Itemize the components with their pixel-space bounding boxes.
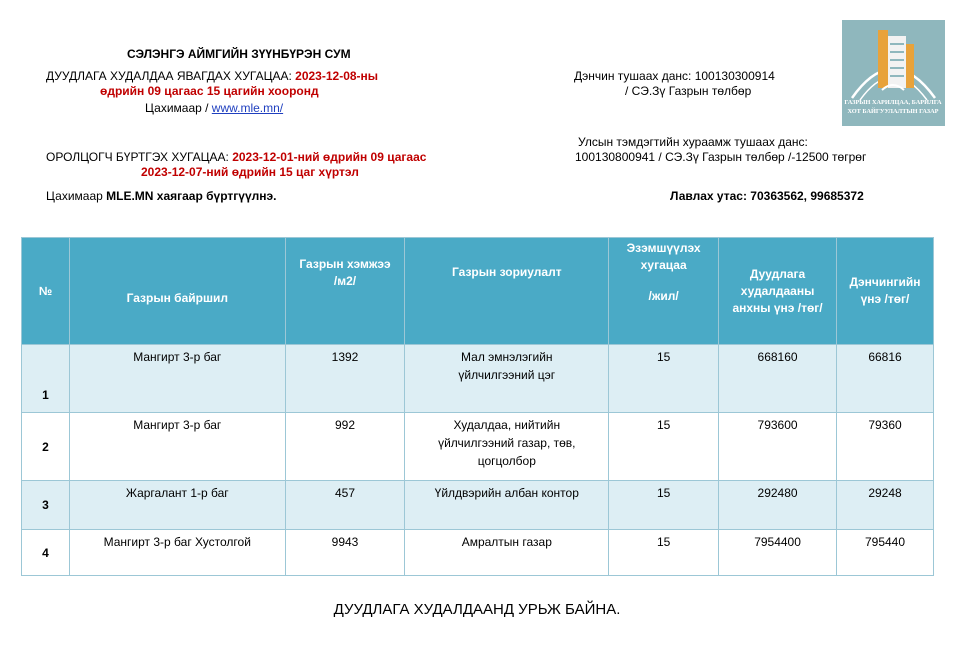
- registration-start: 2023-12-01-ний өдрийн 09 цагаас: [232, 150, 427, 164]
- header-no: №: [22, 238, 70, 345]
- header-size-line1: Газрын хэмжээ: [299, 257, 391, 271]
- row-purpose: Үйлдвэрийн албан контор: [405, 481, 609, 530]
- row-no: 3: [22, 481, 70, 530]
- header-start-line2: худалдааны: [740, 283, 815, 298]
- header-purpose: Газрын зориулалт: [405, 238, 609, 345]
- online-label: Цахимаар /: [145, 101, 212, 115]
- mle-link[interactable]: www.mle.mn/: [211, 101, 284, 115]
- registration-label: ОРОЛЦОГЧ БҮРТГЭХ ХУГАЦАА:: [46, 150, 233, 164]
- row-term: 15: [609, 413, 719, 481]
- table-row: [22, 345, 934, 413]
- auction-deadline: [46, 69, 378, 84]
- row-deposit: 66816: [837, 345, 934, 413]
- row-size: 457: [285, 481, 405, 530]
- registration-online-site: MLE.MN: [106, 189, 154, 203]
- logo-text-line2: ХОТ БАЙГУУЛАЛТЫН ГАЗАР: [847, 108, 939, 115]
- header-term: [609, 238, 719, 345]
- row-start-price: 668160: [719, 345, 837, 413]
- header-location: [69, 238, 285, 345]
- registration-online-suffix: хаягаар бүртгүүлнэ.: [153, 189, 277, 203]
- invitation-footer: ДУУДЛАГА ХУДАЛДААНД УРЬЖ БАЙНА.: [333, 601, 621, 618]
- auction-deadline-label: ДУУДЛАГА ХУДАЛДАА ЯВАГДАХ ХУГАЦАА:: [46, 69, 296, 83]
- online-auction-line: [145, 101, 283, 116]
- row-purpose: [405, 413, 609, 481]
- fee-account-line1: Улсын тэмдэгтийн хураамж тушаах данс:: [578, 135, 808, 149]
- deposit-account-line2: / СЭ.Зү Газрын төлбөр: [625, 84, 752, 98]
- registration-online-prefix: Цахимаар: [46, 189, 107, 203]
- header-size-line2: /м2/: [333, 274, 357, 288]
- table-row: [22, 481, 934, 530]
- land-auction-table: [21, 237, 934, 576]
- header-deposit-line2: үнэ /төг/: [860, 292, 910, 306]
- deposit-account-line1: Дэнчин тушаах данс: 100130300914: [574, 69, 775, 83]
- row-no: 1: [22, 345, 70, 413]
- row-purpose: [405, 345, 609, 413]
- row-purpose: Амралтын газар: [405, 530, 609, 576]
- header-start-line3: анхны үнэ /төг/: [732, 300, 823, 315]
- row-purpose-line2: үйлчилгээний газар, төв,: [438, 436, 576, 450]
- row-size: 9943: [285, 530, 405, 576]
- registration-period: [46, 150, 426, 165]
- header-deposit-line1: Дэнчингийн: [849, 275, 921, 289]
- auction-deadline-time: өдрийн 09 цагаас 15 цагийн хооронд: [100, 84, 319, 98]
- logo-text-line1: ГАЗРЫН ХАРИЛЦАА, БАРИЛГА: [844, 99, 942, 106]
- organization-title: СЭЛЭНГЭ АЙМГИЙН ЗҮҮНБҮРЭН СУМ: [127, 47, 351, 61]
- contact-phone: Лавлах утас: 70363562, 99685372: [670, 189, 864, 203]
- table-row: [22, 530, 934, 576]
- row-term: 15: [609, 345, 719, 413]
- header-deposit: [837, 238, 934, 345]
- row-size: 992: [285, 413, 405, 481]
- row-no: 4: [22, 530, 70, 576]
- header-start-line1: Дуудлага: [749, 266, 806, 281]
- header-location-label: Газрын байршил: [126, 290, 228, 305]
- row-deposit: 29248: [837, 481, 934, 530]
- table-header-row: [22, 238, 934, 345]
- logo: [842, 20, 945, 126]
- registration-online-line: [46, 189, 276, 204]
- row-deposit: 795440: [837, 530, 934, 576]
- header-term-line3: /жил/: [648, 289, 679, 303]
- table-row: [22, 413, 934, 481]
- auction-deadline-date: 2023-12-08-ны: [295, 69, 379, 83]
- header-term-line1: Эзэмшүүлэх: [626, 241, 701, 255]
- row-deposit: 79360: [837, 413, 934, 481]
- registration-end: 2023-12-07-ний өдрийн 15 цаг хүртэл: [141, 165, 359, 179]
- row-start-price: 793600: [719, 413, 837, 481]
- header-size: [285, 238, 405, 345]
- row-location: Мангирт 3-р баг: [69, 413, 285, 481]
- building-logo-icon: [842, 20, 945, 126]
- row-location: Жаргалант 1-р баг: [69, 481, 285, 530]
- row-no: 2: [22, 413, 70, 481]
- row-location: Мангирт 3-р баг Хустолгой: [69, 530, 285, 576]
- row-location: Мангирт 3-р баг: [69, 345, 285, 413]
- row-size: 1392: [285, 345, 405, 413]
- row-purpose-line2: үйлчилгээний цэг: [458, 368, 556, 382]
- row-start-price: 7954400: [719, 530, 837, 576]
- header-start-price: [719, 238, 837, 345]
- row-term: 15: [609, 530, 719, 576]
- row-purpose-line3: цогцолбор: [477, 454, 536, 468]
- row-purpose-line1: Мал эмнэлэгийн: [461, 350, 553, 364]
- fee-account-line2: 100130800941 / СЭ.Зү Газрын төлбөр /-12500 төгрөг: [575, 150, 867, 164]
- row-purpose-line1: Худалдаа, нийтийн: [453, 418, 561, 432]
- header-term-line2: хугацаа: [640, 258, 687, 272]
- row-start-price: 292480: [719, 481, 837, 530]
- row-term: 15: [609, 481, 719, 530]
